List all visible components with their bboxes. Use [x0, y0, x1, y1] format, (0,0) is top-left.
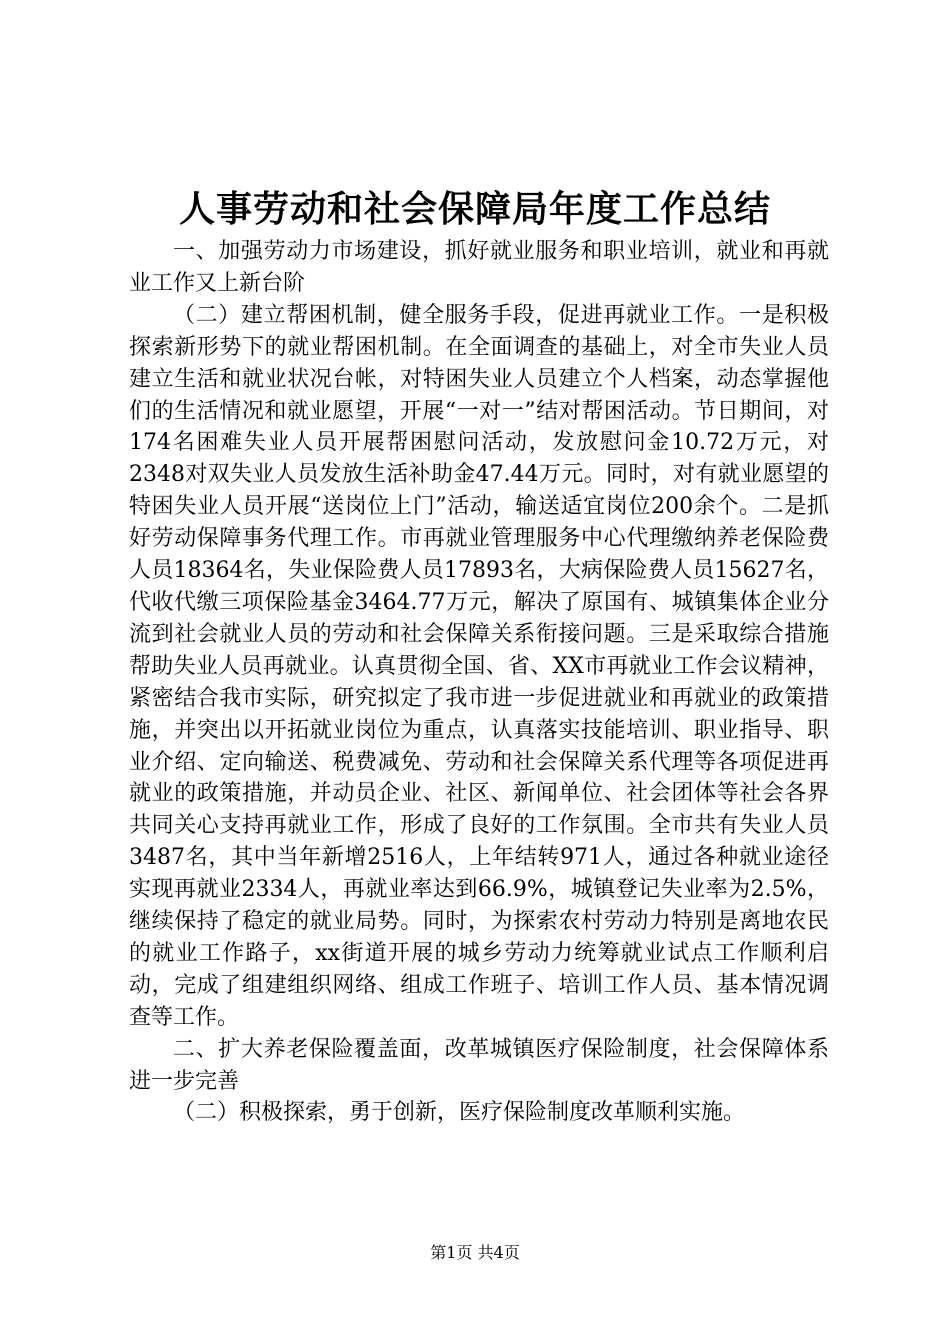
document-body [129, 236, 829, 1129]
body-paragraph-1: （二）建立帮困机制，健全服务手段，促进再就业工作。一是积极探索新形势下的就业帮困机制。在全面调查的基础上，对全市失业人员建立生活和就业状况台帐，对特困失业人员建立个人档案，动态掌握他们的生活情况和就业愿望，开展“一对一”结对帮困活动。节日期间，对174名困难失业人员开展帮困慰问活动，发放慰问金10.72万元，对2348对双失业人员发放生活补助金47.44万元。同时，对有就业愿望的特困失业人员开展“送岗位上门”活动，输送适宜岗位200余个。二是抓好劳动保障事务代理工作。市再就业管理服务中心代理缴纳养老保险费人员18364名，失业保险费人员17893名，大病保险费人员15627名，代收代缴三项保险基金3464.77万元，解决了原国有、城镇集体企业分流到社会就业人员的劳动和社会保障关系衔接问题。三是采取综合措施帮助失业人员再就业。认真贯彻全国、省、XX市再就业工作会议精神，紧密结合我市实际，研究拟定了我市进一步促进就业和再就业的政策措施，并突出以开拓就业岗位为重点，认真落实技能培训、职业指导、职业介绍、定向输送、税费减免、劳动和社会保障关系代理等各项促进再就业的政策措施，并动员企业、社区、新闻单位、社会团体等社会各界共同关心支持再就业工作，形成了良好的工作氛围。全市共有失业人员3487名，其中当年新增2516人，上年结转971人，通过各种就业途径实现再就业2334人，再就业率达到66.9%，城镇登记失业率为2.5%，继续保持了稳定的就业局势。同时，为探索农村劳动力特别是离地农民的就业工作路子，xx街道开展的城乡劳动力统筹就业试点工作顺利启动，完成了组建组织网络、组成工作班子、培训工作人员、基本情况调查等工作。 [129, 302, 829, 1030]
body-paragraph-2: （二）积极探索，勇于创新，医疗保险制度改革顺利实施。 [173, 1100, 746, 1126]
section-heading-1: 一、加强劳动力市场建设，抓好就业服务和职业培训，就业和再就业工作又上新台阶 [129, 239, 829, 296]
section-heading-2: 二、扩大养老保险覆盖面，改革城镇医疗保险制度，社会保障体系进一步完善 [129, 1036, 829, 1094]
page-footer [0, 1242, 950, 1264]
page-number: 第1页 共4页 [430, 1243, 520, 1262]
document-title: 人事劳动和社会保障局年度工作总结 [178, 188, 771, 230]
